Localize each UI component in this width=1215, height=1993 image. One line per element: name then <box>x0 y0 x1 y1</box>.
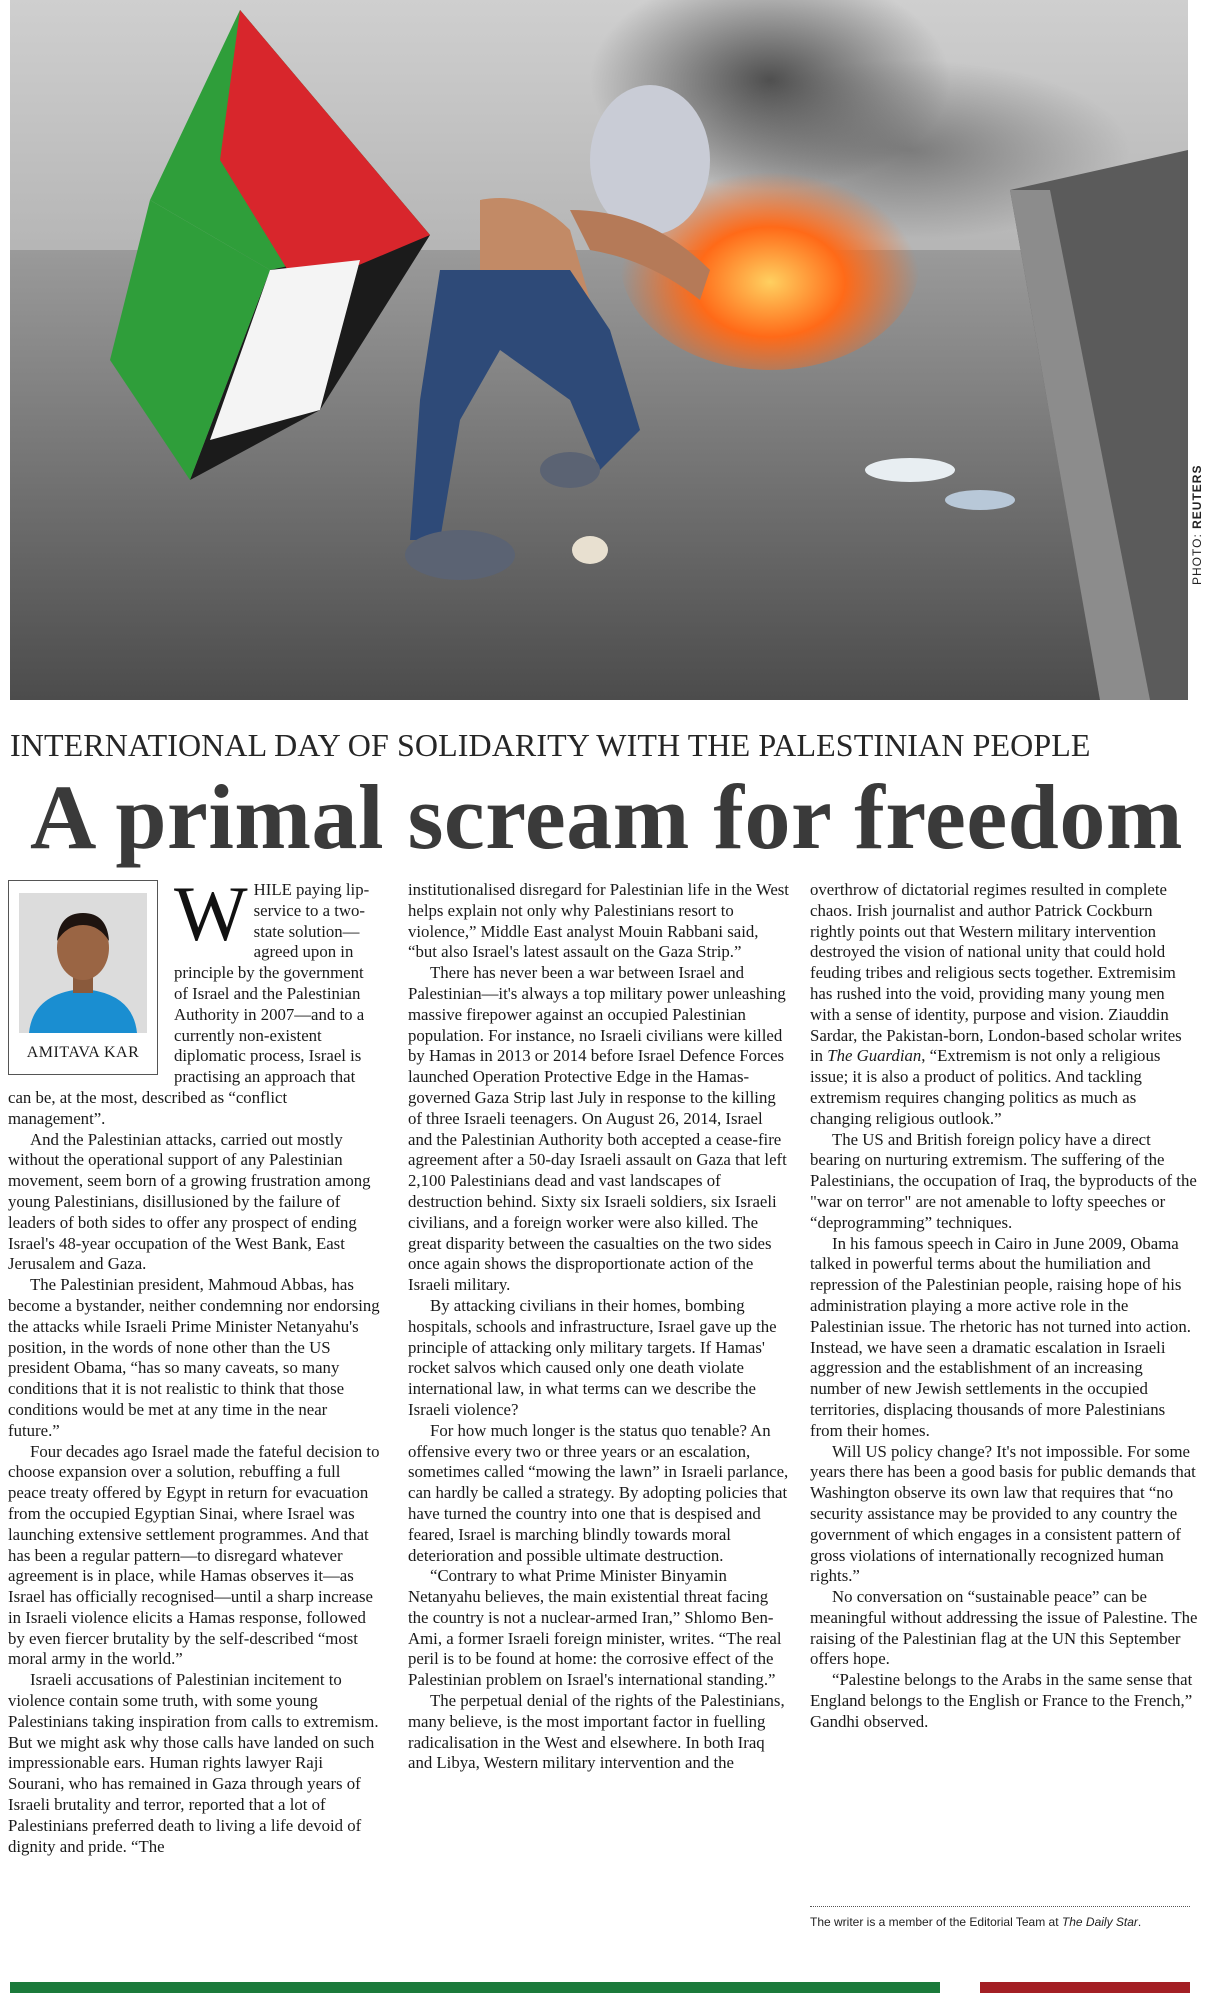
paragraph: There has never been a war between Israel and Palestinian—it's always a top military power unleashing massive firepower against an occupied Palestinian population. For instance, no Israeli civilians were killed by Hamas in 2013 or 2014 before Israel Defence Forces launched Operation Protective Edge in the Hamas-governed Gaza Strip last July in response to the killing of three Israeli teenagers. On August 26, 2014, Israel and the Palestinian Authority both accepted a cease-fire agreement after a 50-day Israeli assault on Gaza that left 2,100 Palestinians dead and vast landscapes of destruction behind. Sixty six Israeli soldiers, six Israeli civilians, and a foreign worker were also killed. The great disparity between the casualties on the two sides once again shows the disproportionate action of the Israeli military. <box>408 963 787 1295</box>
paragraph: overthrow of dictatorial regimes resulted in complete chaos. Irish journalist and author Patrick Cockburn rightly points out that Western military intervention destroyed the vision of national unity that could hold feuding tribes and religious sects together. Extremisim has rushed into the void, providing many young men with a sense of identity, purpose and vision. Ziauddin Sardar, the Pakistan-born, London-based scholar writes in The Guardian, “Extremism is not only a religious issue; it is also a product of politics. And tackling extremism requires changing politics as much as changing religious outlook.” <box>810 880 1182 1128</box>
author-name: AMITAVA KAR <box>26 1044 140 1061</box>
author-portrait-illustration <box>19 893 147 1033</box>
bottle <box>945 490 1015 510</box>
kicker: INTERNATIONAL DAY OF SOLIDARITY WITH THE PALESTINIAN PEOPLE <box>10 727 1091 763</box>
paragraph: Will US policy change? It's not impossible. For some years there has been a good basis for public demands that Washington observe its own law that requires that “no security assistance may be provided to any country the government of which engages in a consistent pattern of gross violations of internationally recognized human rights.” <box>810 1441 1196 1586</box>
footer-bar-green <box>10 1982 940 1993</box>
author-box <box>8 880 158 1075</box>
rock <box>572 536 608 564</box>
paragraph: The perpetual denial of the rights of the Palestinians, many believe, is the most important factor in fuelling radicalisation in the West and elsewhere. In both Iraq and Libya, Western military intervention and the <box>408 1691 785 1773</box>
article-column-2 <box>408 880 790 1774</box>
paragraph: institutionalised disregard for Palestinian life in the West helps explain not only why Palestinians resort to violence,” Middle East analyst Mouin Rabbani said, “but also Israel's latest assault on the Gaza Strip.” <box>408 880 789 962</box>
paragraph: Israeli accusations of Palestinian incitement to violence contain some truth, with some young Palestinians taking inspiration from calls to extremism. But we might ask why those calls have landed on such impressionable ears. Human rights lawyer Raji Sourani, who has remained in Gaza through years of Israeli brutality and terror, reported that a lot of Palestinians preferred death to living a life devoid of dignity and pride. “The <box>8 1670 379 1856</box>
protest-scene-illustration <box>10 0 1188 700</box>
headline: A primal scream for freedom <box>30 766 1183 868</box>
photo-credit: PHOTO: REUTERS <box>1190 464 1204 585</box>
writer-footnote: The writer is a member of the Editorial Team at The Daily Star. <box>810 1915 1142 1929</box>
paragraph: “Palestine belongs to the Arabs in the same sense that England belongs to the English or France to the French,” Gandhi observed. <box>810 1670 1193 1731</box>
paragraph: The Palestinian president, Mahmoud Abbas, has become a bystander, neither condemning nor endorsing the attacks while Israeli Prime Minister Netanyahu's position, in the words of none other than the US president Obama, “has so many caveats, so many conditions that it is not realistic to think that those conditions would be met at any time in the near future.” <box>8 1275 380 1440</box>
paragraph: Four decades ago Israel made the fateful decision to choose expansion over a solution, rebuffing a full peace treaty offered by Egypt in return for evacuation from the occupied Egyptian Sinai, where Israel was launching extensive settlement programmes. And that has been a regular pattern—to disregard whatever agreement is in place, while Hamas observes it—as Israel has officially recognised—until a sharp increase in Israeli violence elicits a Hamas response, followed by even fiercer brutality by the self-described “most moral army in the world.” <box>8 1441 380 1669</box>
paragraph: By attacking civilians in their homes, bombing hospitals, schools and infrastructure, Israel gave up the principle of attacking only military targets. If Hamas' rocket salvos which caused only one death violate international law, in what terms can we describe the Israeli violence? <box>408 1295 777 1419</box>
bottle <box>865 458 955 482</box>
drop-cap: W <box>174 870 248 957</box>
paragraph: And the Palestinian attacks, carried out mostly without the operational support of any Palestinian movement, seem born of a growing frustration among young Palestinians, disillusioned by the failure of leaders of both sides to offer any prospect of ending Israel's 48-year occupation of the West Bank, East Jerusalem and Gaza. <box>8 1129 371 1274</box>
publication-name: The Guardian <box>827 1046 922 1066</box>
article-column-1 <box>8 870 380 1857</box>
paragraph: For how much longer is the status quo tenable? An offensive every two or three years or an escalation, sometimes called “mowing the lawn” in Israeli parlance, can hardly be called a strategy. By adopting policies that have turned the country into one that is despised and feared, Israel is marching blindly towards moral deterioration and possible ultimate destruction. <box>408 1420 789 1565</box>
paragraph: No conversation on “sustainable peace” can be meaningful without addressing the issue of Palestine. The raising of the Palestinian flag at the UN this September offers hope. <box>810 1587 1198 1669</box>
dotted-divider <box>810 1906 1190 1907</box>
article-column-3 <box>810 880 1198 1733</box>
paragraph: The US and British foreign policy have a direct bearing on nurturing extremism. The suffering of the Palestinians, the occupation of Iraq, the byproducts of the "war on terror" are not amenable to lofty speeches or “deprogramming” techniques. <box>810 1129 1197 1232</box>
paragraph: HILE paying lip-service to a two-state solution—agreed upon in principle by the government of Israel and the Palestinian Authority in 2007—and to a currently non-existent diplomatic process, Israel is practising an approach that can be, at the most, described as “conflict management”. <box>8 880 370 1128</box>
lead-photo <box>10 0 1188 700</box>
paragraph: “Contrary to what Prime Minister Binyamin Netanyahu believes, the main existential threat facing the country is not a nuclear-armed Iran,” Shlomo Ben-Ami, a former Israeli foreign minister, writes. “The real peril is to be found at home: the corrosive effect of the Palestinian problem on Israel's international standing.” <box>408 1566 782 1690</box>
paragraph: In his famous speech in Cairo in June 2009, Obama talked in powerful terms about the humiliation and repression of the Palestinian people, raising hope of his administration playing a more active role in the Palestinian issue. The rhetoric has not turned into action. Instead, we have seen a dramatic escalation in Israeli aggression and the establishment of an increasing number of new Jewish settlements in the occupied territories, displacing thousands of more Palestinians from their homes. <box>810 1233 1191 1440</box>
footer-bar-red <box>980 1982 1190 1993</box>
author-photo <box>19 893 147 1033</box>
